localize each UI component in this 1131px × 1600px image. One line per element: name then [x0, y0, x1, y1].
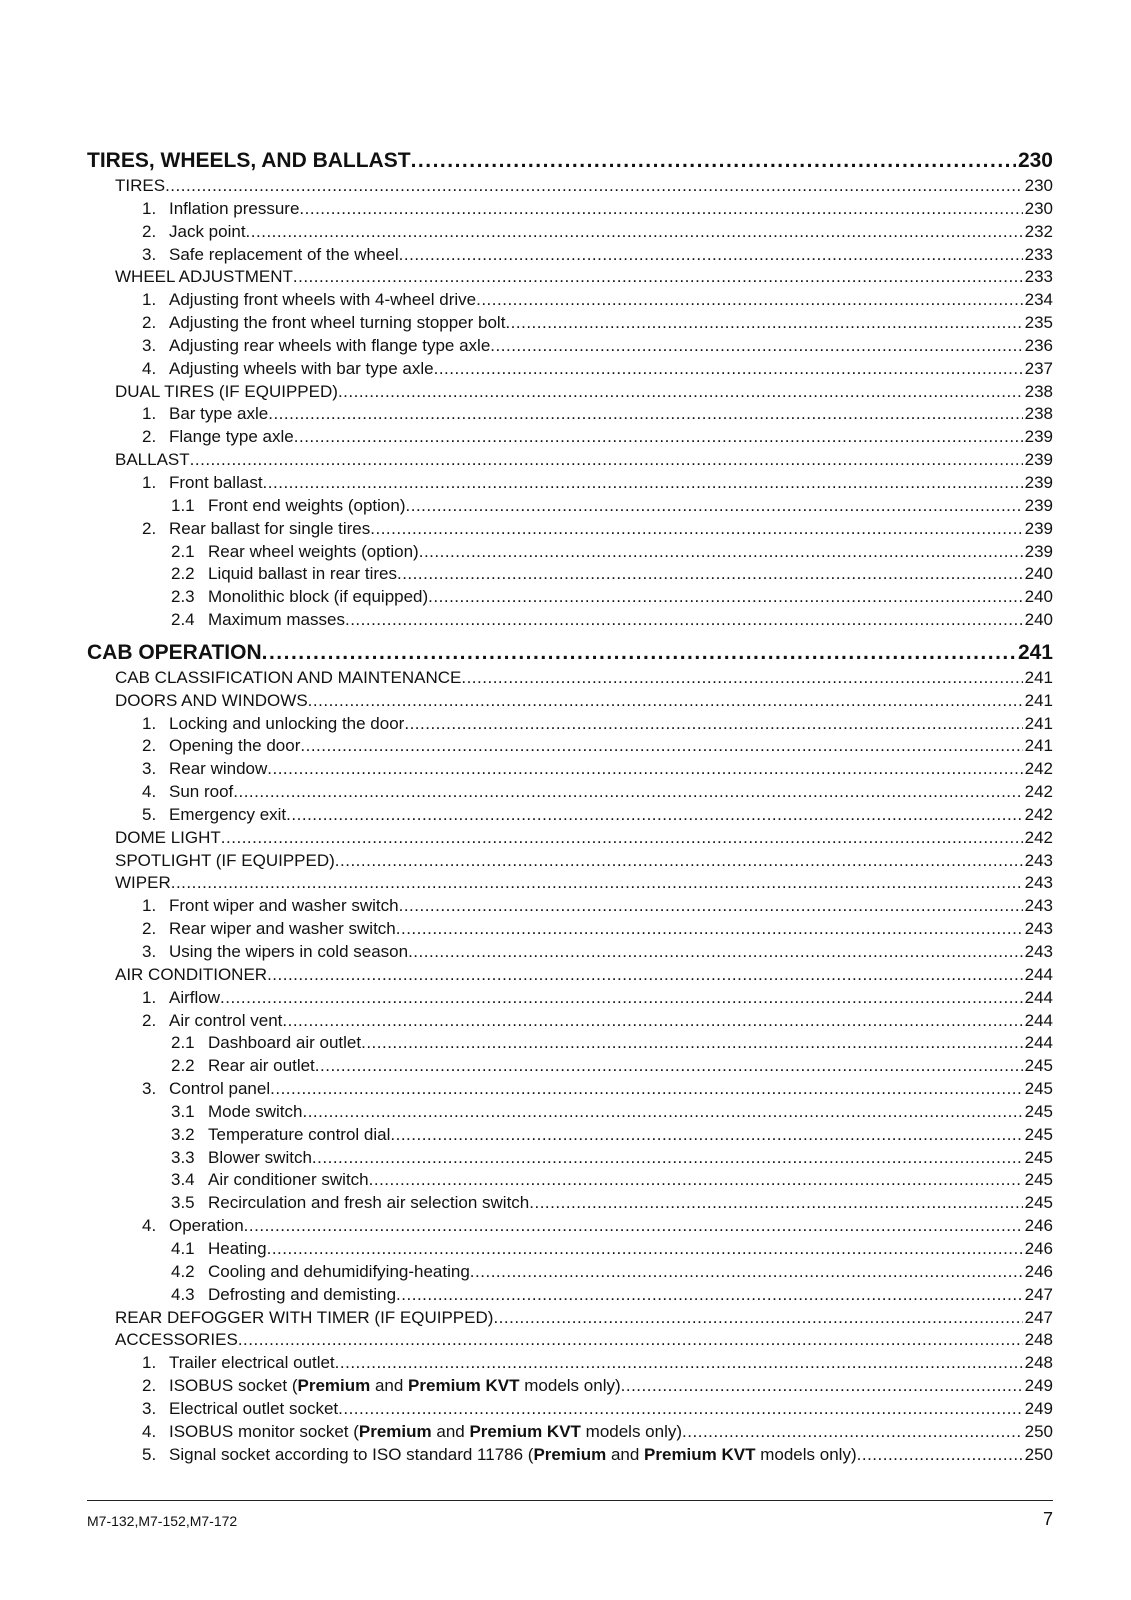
dot-leader — [312, 1147, 1023, 1170]
toc-entry-page-number: 234 — [1024, 290, 1053, 310]
toc-entry-title: CAB OPERATION — [87, 640, 262, 664]
toc-entry — [87, 495, 1053, 518]
toc-entry-number: 2. — [142, 1376, 157, 1396]
toc-entry — [87, 735, 1053, 758]
toc-entry-number: 2.3 — [171, 587, 195, 607]
toc-entry — [87, 175, 1053, 198]
toc-entry — [87, 449, 1053, 472]
toc-entry-number: 5. — [142, 804, 157, 824]
toc-entry-number: 4.1 — [171, 1238, 195, 1258]
toc-entry-page-number: 230 — [1024, 198, 1053, 218]
toc-entry-title: Airflow — [169, 987, 221, 1007]
dot-leader — [270, 1078, 1023, 1101]
dot-leader — [338, 1398, 1022, 1421]
toc-entry — [87, 1352, 1053, 1375]
toc-entry-title: Adjusting front wheels with 4-wheel drive — [169, 290, 477, 310]
toc-entry-title: Dashboard air outlet — [208, 1033, 362, 1053]
toc-entry — [87, 667, 1053, 690]
toc-entry — [87, 918, 1053, 941]
toc-entry-title: REAR DEFOGGER WITH TIMER (IF EQUIPPED) — [115, 1307, 494, 1327]
toc-entry — [87, 758, 1053, 781]
toc-entry-title: Bar type axle — [169, 404, 269, 424]
toc-entry-page-number: 241 — [1024, 736, 1053, 756]
toc-entry-title — [169, 1421, 682, 1444]
toc-entry-title: Recirculation and fresh air selection switch — [208, 1193, 530, 1213]
toc-entry-title: ACCESSORIES — [115, 1330, 238, 1350]
toc-entry — [87, 1307, 1053, 1330]
toc-entry-page-number: 239 — [1024, 541, 1053, 561]
toc-entry-title: Trailer electrical outlet — [169, 1353, 335, 1373]
toc-entry-page-number: 243 — [1024, 896, 1053, 916]
toc-entry-title: Heating — [208, 1238, 267, 1258]
dot-leader — [404, 713, 1022, 736]
toc-entry — [87, 1444, 1053, 1467]
dot-leader — [300, 735, 1022, 758]
footer-divider — [87, 1500, 1053, 1501]
dot-leader — [338, 381, 1023, 404]
toc-entry — [87, 403, 1053, 426]
toc-entry — [87, 289, 1053, 312]
toc-entry — [87, 964, 1053, 987]
toc-entry-page-number: 246 — [1024, 1261, 1053, 1281]
dot-leader — [315, 1055, 1023, 1078]
toc-entry-number: 3. — [142, 1079, 157, 1099]
toc-entry-page-number: 239 — [1024, 472, 1053, 492]
toc-entry-number: 2.2 — [171, 564, 195, 584]
toc-entry-number: 3. — [142, 942, 157, 961]
toc-entry-title — [169, 1444, 857, 1467]
toc-entry-page-number: 247 — [1024, 1307, 1053, 1327]
toc-entry-title-part: ISOBUS socket ( — [169, 1376, 298, 1396]
dot-leader — [682, 1421, 1023, 1444]
toc-entry-page-number: 248 — [1024, 1353, 1053, 1373]
toc-entry-title: Front wiper and washer switch — [169, 896, 399, 916]
toc-entry-page-number: 230 — [1024, 176, 1053, 195]
toc-entry-title: TIRES — [115, 176, 166, 195]
dot-leader — [396, 1284, 1023, 1307]
toc-entry — [87, 987, 1053, 1010]
toc-entry-number: 3.5 — [171, 1193, 195, 1213]
toc-entry-page-number: 249 — [1024, 1398, 1053, 1418]
toc-entry-title-emphasis: Premium — [297, 1376, 371, 1396]
toc-entry-number: 4.3 — [171, 1284, 195, 1304]
toc-entry-number: 2. — [142, 221, 157, 241]
toc-entry — [87, 1124, 1053, 1147]
toc-entry — [87, 1375, 1053, 1398]
toc-entry — [87, 266, 1053, 289]
toc-entry-number: 2.2 — [171, 1056, 195, 1076]
toc-entry — [87, 941, 1053, 964]
toc-entry-page-number: 249 — [1024, 1376, 1053, 1396]
toc-entry-title: AIR CONDITIONER — [115, 964, 268, 984]
toc-entry-page-number: 230 — [1017, 149, 1053, 172]
toc-entry-title-emphasis: Premium KVT — [408, 1376, 520, 1396]
toc-entry-page-number: 237 — [1024, 358, 1053, 378]
toc-entry-page-number: 250 — [1024, 1421, 1053, 1441]
dot-leader — [262, 638, 1016, 667]
toc-entry-page-number: 242 — [1024, 804, 1053, 824]
toc-entry — [87, 358, 1053, 381]
dot-leader — [621, 1375, 1023, 1398]
toc-entry-number: 2.1 — [171, 1033, 195, 1053]
toc-entry — [87, 609, 1053, 632]
toc-entry-number: 3.2 — [171, 1124, 195, 1144]
toc-entry-title: Rear air outlet — [208, 1056, 315, 1076]
toc-entry-page-number: 244 — [1024, 964, 1053, 984]
dot-leader — [267, 758, 1022, 781]
dot-leader — [505, 312, 1022, 335]
toc-entry-page-number: 242 — [1024, 782, 1053, 802]
toc-entry — [87, 895, 1053, 918]
toc-entry-number: 2.4 — [171, 610, 195, 630]
toc-entry-title: Defrosting and demisting — [208, 1284, 397, 1304]
dot-leader — [171, 872, 1023, 895]
toc-entry-title: Adjusting rear wheels with flange type axle — [169, 335, 491, 355]
toc-entry — [87, 827, 1053, 850]
toc-entry-title-emphasis: Premium — [358, 1421, 432, 1441]
toc-chapter-entry — [87, 146, 1053, 175]
toc-entry — [87, 1238, 1053, 1261]
toc-entry-number: 1. — [142, 1353, 157, 1373]
dot-leader — [369, 1169, 1023, 1192]
dot-leader — [411, 146, 1016, 175]
toc-entry-title: Operation — [169, 1216, 244, 1236]
toc-entry-title: Electrical outlet socket — [169, 1398, 339, 1418]
toc-entry-number: 2. — [142, 518, 157, 538]
toc-entry — [87, 1329, 1053, 1352]
dot-leader — [268, 403, 1022, 426]
toc-entry — [87, 804, 1053, 827]
toc-entry-title-emphasis: Premium KVT — [469, 1421, 581, 1441]
toc-entry-page-number: 243 — [1024, 942, 1053, 961]
toc-entry — [87, 312, 1053, 335]
dot-leader — [857, 1444, 1023, 1467]
dot-leader — [335, 1352, 1023, 1375]
toc-entry-title: Monolithic block (if equipped) — [208, 587, 429, 607]
toc-entry-title: Adjusting the front wheel turning stopper bolt — [169, 313, 506, 333]
toc-entry — [87, 713, 1053, 736]
toc-entry-number: 1. — [142, 404, 157, 424]
toc-entry-page-number: 246 — [1024, 1238, 1053, 1258]
dot-leader — [263, 472, 1023, 495]
dot-leader — [419, 541, 1023, 564]
toc-entry-page-number: 236 — [1024, 335, 1053, 355]
toc-entry-title: Emergency exit — [169, 804, 287, 824]
toc-entry-title: SPOTLIGHT (IF EQUIPPED) — [115, 850, 335, 870]
dot-leader — [335, 850, 1023, 873]
toc-entry — [87, 1101, 1053, 1124]
dot-leader — [308, 690, 1023, 713]
dot-leader — [299, 198, 1022, 221]
toc-entry-title: Inflation pressure — [169, 198, 300, 218]
toc-entry-title: Locking and unlocking the door — [169, 713, 405, 733]
toc-entry-title: TIRES, WHEELS, AND BALLAST — [87, 149, 411, 172]
toc-entry-title-part: and — [431, 1421, 470, 1441]
toc-entry-title: CAB CLASSIFICATION AND MAINTENANCE — [115, 667, 462, 687]
toc-entry-page-number: 241 — [1017, 640, 1053, 664]
toc-entry-number: 3.1 — [171, 1101, 195, 1121]
toc-entry-title-part: models only) — [519, 1376, 621, 1396]
toc-entry — [87, 1215, 1053, 1238]
toc-entry-page-number: 246 — [1024, 1216, 1053, 1236]
toc-entry-title: DOORS AND WINDOWS — [115, 690, 308, 710]
toc-entry-title-part: models only) — [580, 1421, 683, 1441]
toc-entry — [87, 244, 1053, 267]
toc-entry-title: Flange type axle — [169, 427, 294, 447]
dot-leader — [345, 609, 1023, 632]
toc-entry-number: 5. — [142, 1444, 157, 1464]
toc-entry-title: Mode switch — [208, 1101, 303, 1121]
toc-entry — [87, 586, 1053, 609]
toc-entry-page-number: 235 — [1024, 313, 1053, 333]
dot-leader — [293, 266, 1023, 289]
toc-entry-page-number: 243 — [1024, 919, 1053, 939]
toc-entry-page-number: 248 — [1024, 1330, 1053, 1350]
toc-entry-number: 4. — [142, 1421, 157, 1441]
toc-entry — [87, 221, 1053, 244]
toc-entry-page-number: 241 — [1024, 667, 1053, 687]
toc-entry-page-number: 245 — [1024, 1056, 1053, 1076]
toc-entry-page-number: 233 — [1024, 267, 1053, 287]
toc-entry-number: 3.3 — [171, 1147, 195, 1167]
toc-entry-page-number: 239 — [1024, 495, 1053, 515]
toc-entry-number: 3. — [142, 244, 157, 264]
toc-entry-title: WIPER — [115, 873, 171, 893]
toc-entry-title — [169, 1375, 621, 1398]
table-of-contents — [87, 146, 1053, 1466]
toc-entry-page-number: 245 — [1024, 1079, 1053, 1099]
toc-entry-title: Rear window — [169, 759, 268, 779]
dot-leader — [529, 1192, 1022, 1215]
toc-entry-title: Rear wheel weights (option) — [208, 541, 419, 561]
toc-entry-title: Safe replacement of the wheel — [169, 244, 399, 264]
toc-entry-title: Using the wipers in cold season — [169, 942, 409, 961]
footer-model-numbers: M7-132,M7-152,M7-172 — [87, 1513, 238, 1529]
toc-entry-page-number: 238 — [1024, 404, 1053, 424]
toc-entry-title-part: Signal socket according to ISO standard 11786 ( — [169, 1444, 534, 1464]
toc-entry-number: 1. — [142, 290, 157, 310]
toc-entry-page-number: 241 — [1024, 713, 1053, 733]
toc-entry-page-number: 243 — [1024, 873, 1053, 893]
toc-entry-number: 3. — [142, 1398, 157, 1418]
toc-entry-page-number: 244 — [1024, 1033, 1053, 1053]
toc-entry-page-number: 244 — [1024, 987, 1053, 1007]
toc-entry-number: 2. — [142, 1010, 157, 1030]
toc-entry-title-emphasis: Premium — [533, 1444, 607, 1464]
dot-leader — [397, 563, 1023, 586]
toc-entry-page-number: 245 — [1024, 1170, 1053, 1190]
dot-leader — [267, 1238, 1023, 1261]
toc-entry-number: 1. — [142, 713, 157, 733]
dot-leader — [390, 1124, 1022, 1147]
dot-leader — [476, 289, 1023, 312]
toc-entry-page-number: 233 — [1024, 244, 1053, 264]
footer-page-number: 7 — [1042, 1509, 1053, 1529]
toc-entry-title-part: ISOBUS monitor socket ( — [169, 1421, 359, 1441]
toc-entry-title-part: and — [606, 1444, 645, 1464]
toc-entry-number: 1. — [142, 987, 157, 1007]
dot-leader — [461, 667, 1022, 690]
toc-entry-title: WHEEL ADJUSTMENT — [115, 267, 293, 287]
toc-entry-page-number: 245 — [1024, 1124, 1053, 1144]
toc-entry — [87, 1261, 1053, 1284]
toc-entry-title: Sun roof — [169, 782, 234, 802]
dot-leader — [246, 221, 1023, 244]
dot-leader — [294, 426, 1023, 449]
toc-entry — [87, 335, 1053, 358]
dot-leader — [361, 1032, 1023, 1055]
toc-entry — [87, 1169, 1053, 1192]
toc-entry-title: Rear ballast for single tires — [169, 518, 371, 538]
toc-entry-title: Cooling and dehumidifying-heating — [208, 1261, 470, 1281]
toc-entry-title: DUAL TIRES (IF EQUIPPED) — [115, 381, 338, 401]
toc-entry-title-emphasis: Premium KVT — [644, 1444, 756, 1464]
dot-leader — [428, 586, 1022, 609]
dot-leader — [370, 518, 1022, 541]
toc-entry — [87, 541, 1053, 564]
toc-entry-title: Blower switch — [208, 1147, 312, 1167]
dot-leader — [267, 964, 1023, 987]
toc-entry-title: Maximum masses — [208, 610, 345, 630]
toc-chapter-entry — [87, 638, 1053, 667]
toc-entry-number: 3. — [142, 759, 157, 779]
dot-leader — [238, 1329, 1023, 1352]
toc-entry-page-number: 240 — [1024, 610, 1053, 630]
toc-entry-number: 1. — [142, 472, 157, 492]
toc-entry — [87, 1421, 1053, 1444]
toc-entry — [87, 781, 1053, 804]
dot-leader — [233, 781, 1022, 804]
toc-entry-page-number: 250 — [1024, 1444, 1053, 1464]
toc-entry — [87, 1147, 1053, 1170]
dot-leader — [406, 495, 1023, 518]
toc-entry-page-number: 241 — [1024, 690, 1053, 710]
toc-entry-title: Front end weights (option) — [208, 495, 406, 515]
toc-entry-number: 2.1 — [171, 541, 195, 561]
toc-entry-title: Control panel — [169, 1079, 271, 1099]
toc-entry — [87, 1010, 1053, 1033]
toc-entry-page-number: 244 — [1024, 1010, 1053, 1030]
toc-entry-number: 2. — [142, 427, 157, 447]
toc-entry-number: 3. — [142, 335, 157, 355]
toc-entry-page-number: 232 — [1024, 221, 1053, 241]
toc-entry-page-number: 247 — [1024, 1284, 1053, 1304]
toc-entry-title: Opening the door — [169, 736, 301, 756]
toc-entry — [87, 690, 1053, 713]
toc-entry-title-part: models only) — [755, 1444, 857, 1464]
toc-entry-title: BALLAST — [115, 450, 190, 470]
dot-leader — [221, 827, 1023, 850]
toc-entry — [87, 1398, 1053, 1421]
toc-entry-title: DOME LIGHT — [115, 827, 221, 847]
toc-entry-page-number: 239 — [1024, 427, 1053, 447]
toc-entry — [87, 1192, 1053, 1215]
toc-entry — [87, 563, 1053, 586]
dot-leader — [220, 987, 1023, 1010]
toc-entry-title-part: and — [370, 1376, 409, 1396]
toc-entry-page-number: 242 — [1024, 759, 1053, 779]
toc-entry-page-number: 243 — [1024, 850, 1053, 870]
toc-entry-page-number: 240 — [1024, 587, 1053, 607]
dot-leader — [399, 244, 1023, 267]
toc-entry-number: 2. — [142, 919, 157, 939]
dot-leader — [490, 335, 1022, 358]
dot-leader — [493, 1307, 1022, 1330]
toc-entry-title: Liquid ballast in rear tires — [208, 564, 397, 584]
toc-entry — [87, 872, 1053, 895]
toc-entry-number: 4. — [142, 782, 157, 802]
toc-entry-number: 1. — [142, 198, 157, 218]
toc-entry-page-number: 240 — [1024, 564, 1053, 584]
dot-leader — [470, 1261, 1023, 1284]
toc-entry-title: Air conditioner switch — [208, 1170, 369, 1190]
toc-entry-title: Air control vent — [169, 1010, 283, 1030]
dot-leader — [190, 449, 1023, 472]
toc-entry-page-number: 239 — [1024, 518, 1053, 538]
toc-entry-title: Temperature control dial — [208, 1124, 391, 1144]
toc-entry-page-number: 242 — [1024, 827, 1053, 847]
toc-entry-page-number: 239 — [1024, 450, 1053, 470]
dot-leader — [286, 804, 1022, 827]
toc-entry-number: 1.1 — [171, 495, 195, 515]
toc-entry-number: 4. — [142, 358, 157, 378]
toc-entry-number: 3.4 — [171, 1170, 195, 1190]
toc-entry-title: Rear wiper and washer switch — [169, 919, 396, 939]
toc-entry — [87, 426, 1053, 449]
toc-entry-number: 4. — [142, 1216, 157, 1236]
toc-entry-title: Adjusting wheels with bar type axle — [169, 358, 434, 378]
toc-entry-number: 2. — [142, 313, 157, 333]
dot-leader — [165, 175, 1023, 198]
dot-leader — [399, 895, 1023, 918]
toc-entry-title: Jack point — [169, 221, 246, 241]
dot-leader — [434, 358, 1023, 381]
toc-entry-page-number: 245 — [1024, 1147, 1053, 1167]
toc-entry — [87, 1032, 1053, 1055]
dot-leader — [282, 1010, 1022, 1033]
toc-entry — [87, 1055, 1053, 1078]
toc-entry-number: 1. — [142, 896, 157, 916]
toc-entry — [87, 518, 1053, 541]
toc-entry-page-number: 245 — [1024, 1101, 1053, 1121]
toc-entry — [87, 198, 1053, 221]
dot-leader — [396, 918, 1023, 941]
toc-entry — [87, 1284, 1053, 1307]
toc-entry-page-number: 238 — [1024, 381, 1053, 401]
toc-entry — [87, 381, 1053, 404]
toc-entry-title: Front ballast — [169, 472, 263, 492]
toc-entry-number: 4.2 — [171, 1261, 195, 1281]
toc-entry — [87, 472, 1053, 495]
dot-leader — [302, 1101, 1022, 1124]
dot-leader — [408, 941, 1023, 964]
toc-entry-page-number: 245 — [1024, 1193, 1053, 1213]
toc-entry — [87, 850, 1053, 873]
dot-leader — [244, 1215, 1023, 1238]
toc-entry-number: 2. — [142, 736, 157, 756]
toc-entry — [87, 1078, 1053, 1101]
